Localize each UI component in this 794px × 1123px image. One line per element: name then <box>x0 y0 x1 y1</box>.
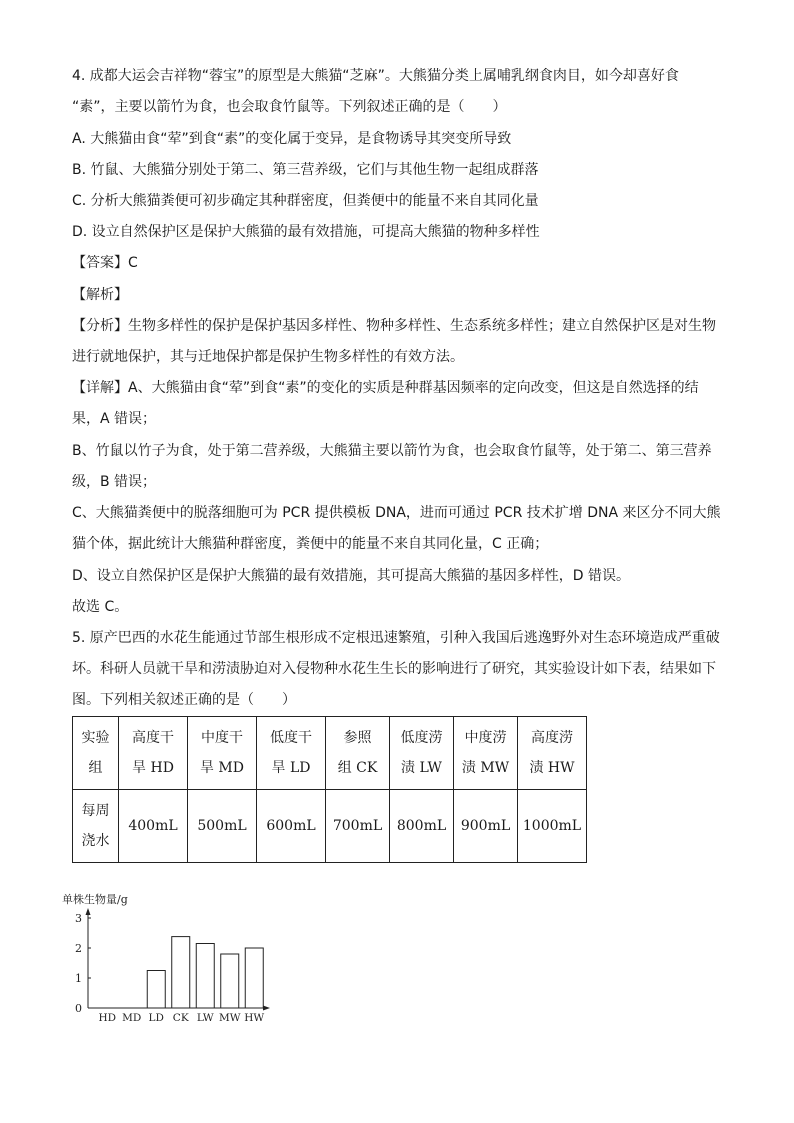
bar-ck <box>172 937 190 1008</box>
x-axis-arrow-icon <box>263 1006 270 1011</box>
y-tick-label: 2 <box>75 942 82 955</box>
q4-c-line2: 猫个体，据此统计大熊猫种群密度，粪便中的能量不来自其同化量，C 正确； <box>72 536 549 552</box>
bar-lw <box>196 944 214 1009</box>
q4-xiangjie-line2: 果，A 错误； <box>72 411 157 427</box>
q4-conclusion: 故选 C。 <box>72 599 129 615</box>
q5-stem-line3: 图。下列相关叙述正确的是（ ） <box>72 692 296 708</box>
y-tick-label: 1 <box>75 972 82 985</box>
q4-option-c: C. 分析大熊猫粪便可初步确定其种群密度，但粪便中的能量不来自其同化量 <box>72 193 539 209</box>
y-tick-label: 0 <box>75 1002 82 1015</box>
x-tick-label: CK <box>172 1012 189 1024</box>
q4-option-d: D. 设立自然保护区是保护大熊猫的最有效措施，可提高大熊猫的物种多样性 <box>72 224 540 240</box>
q4-fenxi-line1: 【分析】生物多样性的保护是保护基因多样性、物种多样性、生态系统多样性；建立自然保护区是对生物 <box>72 318 716 334</box>
bar-hw <box>245 948 263 1008</box>
bar-mw <box>221 954 239 1008</box>
x-tick-label: HD <box>98 1012 117 1024</box>
table-cell: 400mL <box>119 790 188 863</box>
x-tick-label: HW <box>244 1012 265 1024</box>
q4-stem-line2: “素”，主要以箭竹为食，也会取食竹鼠等。下列叙述正确的是（ ） <box>72 99 507 115</box>
q4-b-line1: B、竹鼠以竹子为食，处于第二营养级，大熊猫主要以箭竹为食，也会取食竹鼠等，处于第二、第三营养 <box>72 443 712 459</box>
experiment-table <box>72 716 587 863</box>
q4-xiangjie-line1: 【详解】A、大熊猫由食“荤”到食“素”的变化的实质是种群基因频率的定向改变，但这是自然选择的结 <box>72 380 699 396</box>
table-cell: 中度涝 渍 MW <box>454 717 518 790</box>
q5-stem-line2: 坏。科研人员就干旱和涝渍胁迫对入侵物种水花生生长的影响进行了研究，其实验设计如下表，结果如下 <box>72 661 716 677</box>
q4-option-a: A. 大熊猫由食“荤”到食“素”的变化属于变异，是食物诱导其突变所导致 <box>72 131 512 147</box>
table-cell: 参照 组 CK <box>326 717 390 790</box>
table-cell: 500mL <box>188 790 257 863</box>
q4-stem-line1: 4. 成都大运会吉祥物“蓉宝”的原型是大熊猫“芝麻”。大熊猫分类上属哺乳纲食肉目，如今却喜好食 <box>72 68 679 84</box>
table-cell: 高度涝 渍 HW <box>518 717 587 790</box>
x-tick-label: MD <box>122 1012 142 1024</box>
q5-stem-line1: 5. 原产巴西的水花生能通过节部生根形成不定根迅速繁殖，引种入我国后逃逸野外对生态环境造成严重破 <box>72 630 720 646</box>
table-row <box>73 717 587 790</box>
table-cell: 低度干 旱 LD <box>257 717 326 790</box>
q4-fenxi-line2: 进行就地保护，其与迁地保护都是保护生物多样性的有效方法。 <box>72 349 464 365</box>
x-tick-label: LD <box>148 1012 164 1024</box>
y-axis-arrow-icon <box>86 908 91 915</box>
y-axis-label: 单株生物量/g <box>62 893 128 906</box>
table-cell: 800mL <box>390 790 454 863</box>
table-cell: 中度干 旱 MD <box>188 717 257 790</box>
bar-ld <box>147 971 165 1009</box>
q4-answer: 【答案】C <box>72 255 138 271</box>
q4-analysis-tag: 【解析】 <box>72 287 128 303</box>
table-cell: 900mL <box>454 790 518 863</box>
x-tick-label: LW <box>196 1012 214 1024</box>
y-tick-label: 3 <box>75 912 82 925</box>
q4-option-b: B. 竹鼠、大熊猫分别处于第二、第三营养级，它们与其他生物一起组成群落 <box>72 162 539 178</box>
table-cell: 1000mL <box>518 790 587 863</box>
q4-d-line1: D、设立自然保护区是保护大熊猫的最有效措施，其可提高大熊猫的基因多样性，D 错误。 <box>72 568 631 584</box>
table-cell: 实验 组 <box>73 717 119 790</box>
x-tick-label: MW <box>218 1012 241 1024</box>
table-cell: 高度干 旱 HD <box>119 717 188 790</box>
table-cell: 600mL <box>257 790 326 863</box>
table-row <box>73 790 587 863</box>
q4-b-line2: 级，B 错误； <box>72 474 157 490</box>
table-cell: 低度涝 渍 LW <box>390 717 454 790</box>
table-cell: 700mL <box>326 790 390 863</box>
biomass-bar-chart <box>60 890 290 1030</box>
table-cell: 每周 浇水 <box>73 790 119 863</box>
q4-c-line1: C、大熊猫粪便中的脱落细胞可为 PCR 提供模板 DNA，进而可通过 PCR 技术扩增 DNA 来区分不同大熊 <box>72 505 721 521</box>
